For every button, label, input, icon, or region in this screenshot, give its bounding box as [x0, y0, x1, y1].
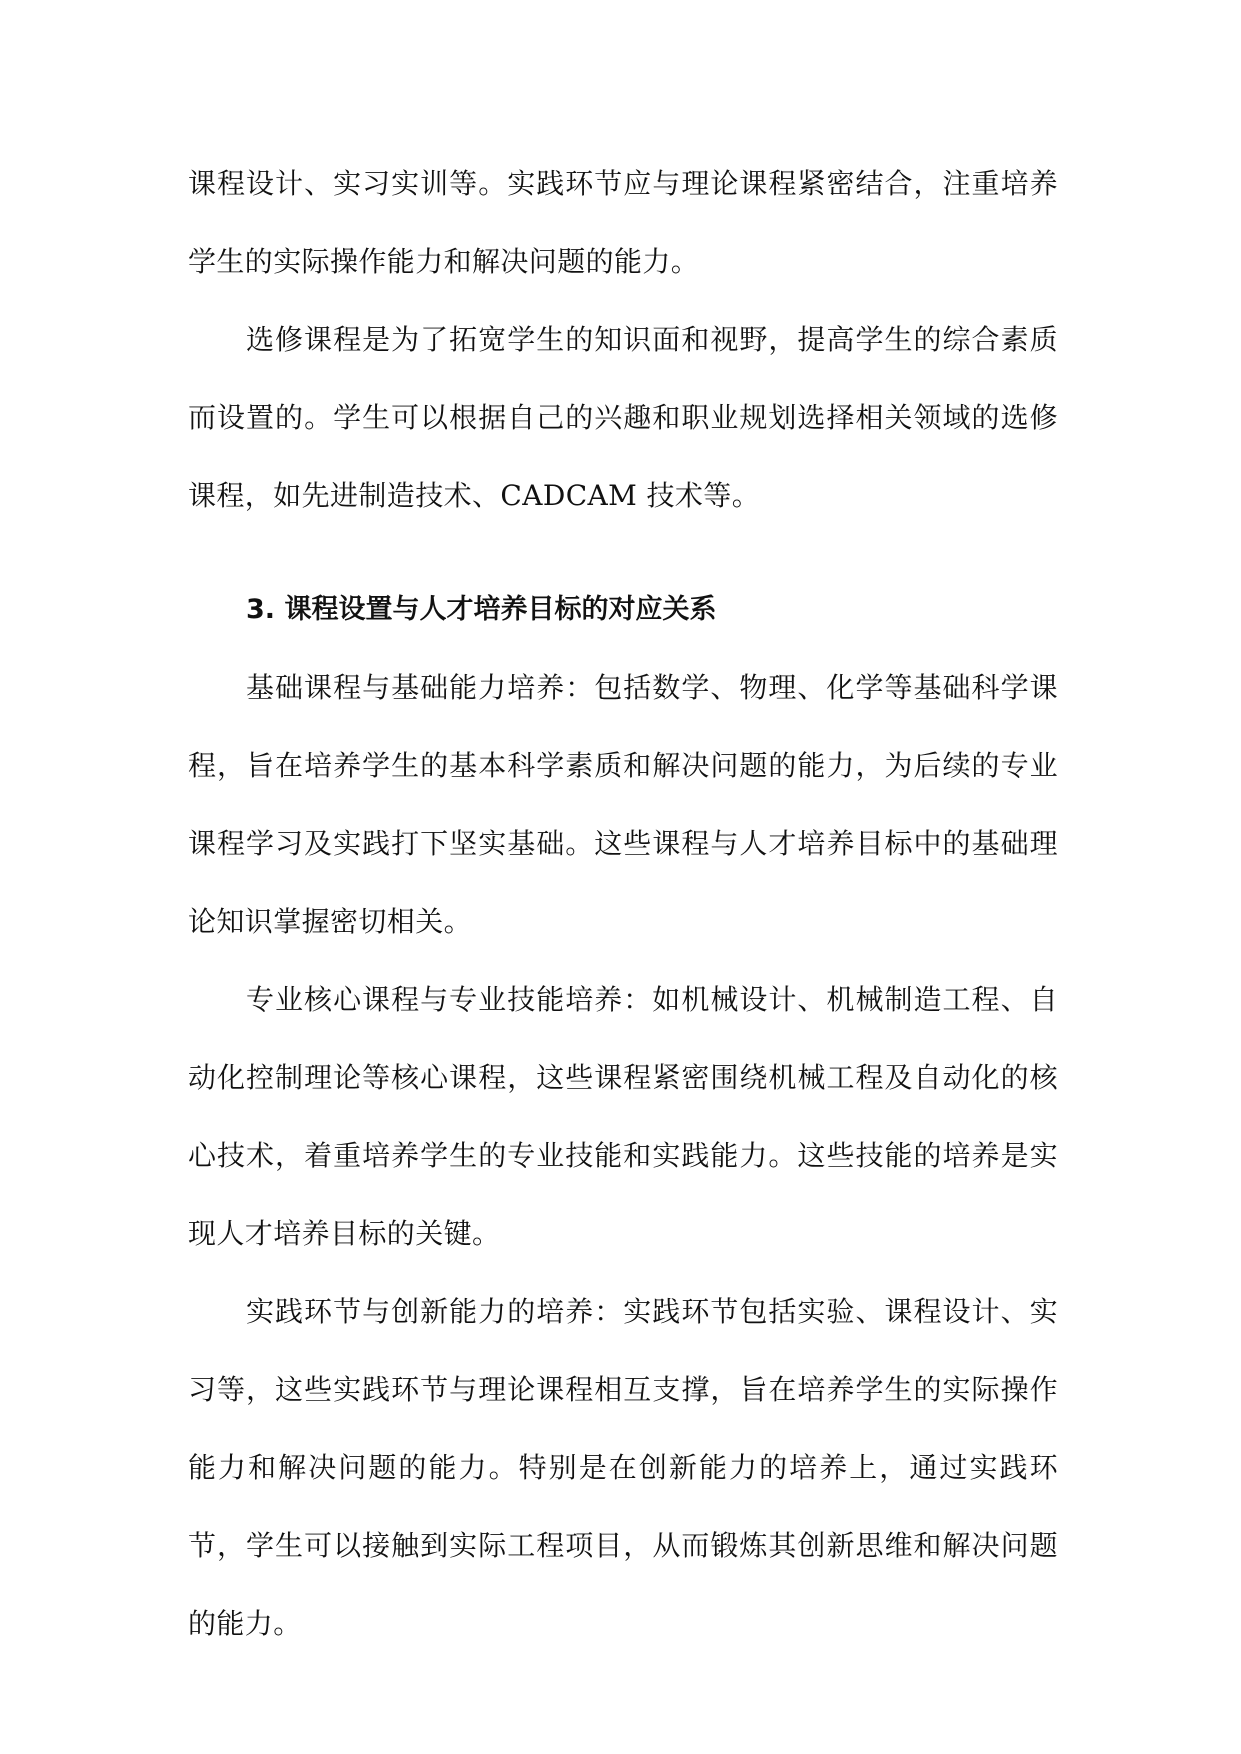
paragraph-practice-continued: 课程设计、实习实训等。实践环节应与理论课程紧密结合，注重培养学生的实际操作能力和解决问题的能力。: [188, 167, 1058, 278]
document-body: [188, 145, 1058, 1663]
paragraph-electives: 选修课程是为了拓宽学生的知识面和视野，提高学生的综合素质而设置的。学生可以根据自己的兴趣和职业规划选择相关领域的选修课程，如先进制造技术、CADCAM 技术等。: [188, 323, 1058, 512]
paragraph-basic-courses: 基础课程与基础能力培养：包括数学、物理、化学等基础科学课程，旨在培养学生的基本科学素质和解决问题的能力，为后续的专业课程学习及实践打下坚实基础。这些课程与人才培养目标中的基础理论知识掌握密切相关。: [188, 671, 1058, 938]
section-heading: 3. 课程设置与人才培养目标的对应关系: [246, 594, 717, 625]
paragraph-practice-innovation: 实践环节与创新能力的培养：实践环节包括实验、课程设计、实习等，这些实践环节与理论课程相互支撑，旨在培养学生的实际操作能力和解决问题的能力。特别是在创新能力的培养上，通过实践环节，学生可以接触到实际工程项目，从而锻炼其创新思维和解决问题的能力。: [188, 1295, 1058, 1640]
paragraph-core-courses: 专业核心课程与专业技能培养：如机械设计、机械制造工程、自动化控制理论等核心课程，这些课程紧密围绕机械工程及自动化的核心技术，着重培养学生的专业技能和实践能力。这些技能的培养是实现人才培养目标的关键。: [188, 983, 1058, 1250]
